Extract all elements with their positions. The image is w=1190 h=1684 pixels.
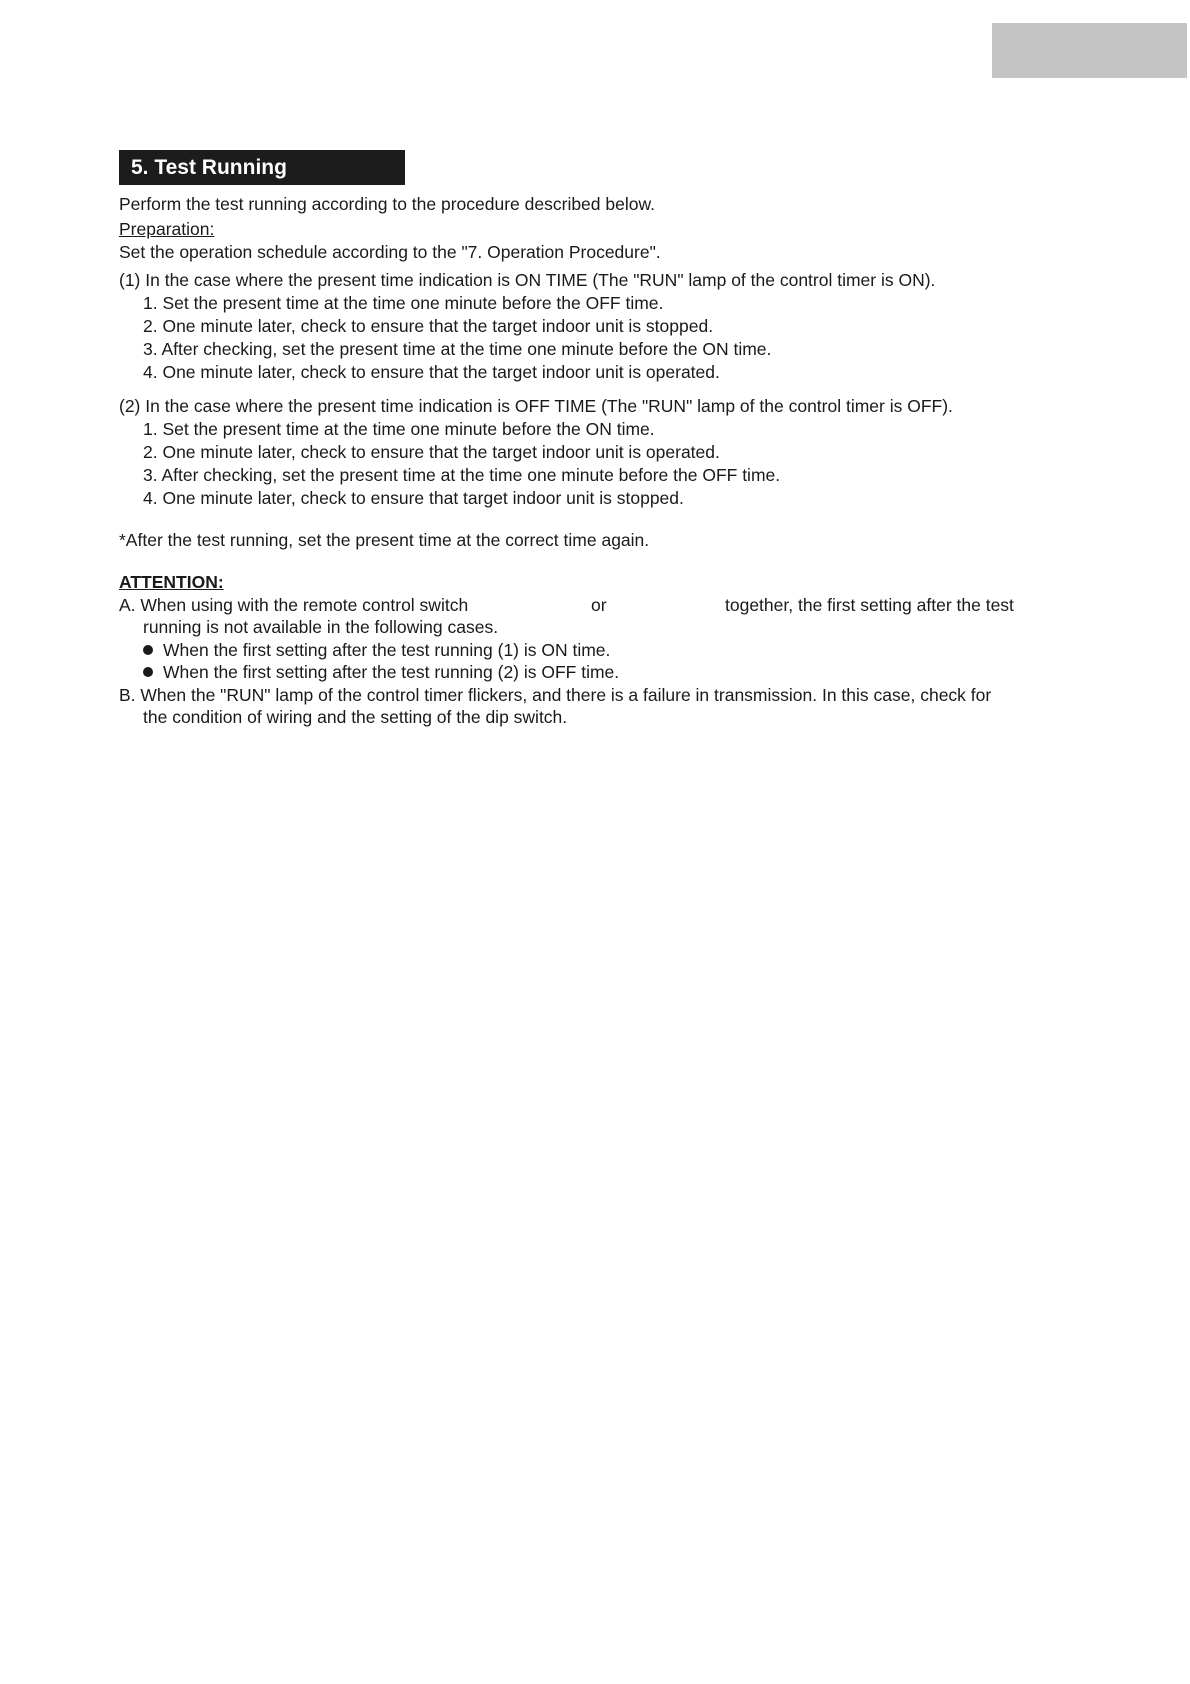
attention-bullet-2: When the first setting after the test running (2) is OFF time. (143, 662, 619, 683)
attention-a-line2: running is not available in the following cases. (143, 617, 499, 637)
attention-label: ATTENTION: (119, 572, 224, 592)
case2-step-2: 2. One minute later, check to ensure that the target indoor unit is operated. (143, 442, 720, 462)
case1-step-1: 1. Set the present time at the time one minute before the OFF time. (143, 293, 664, 313)
bullet-icon (143, 667, 153, 677)
case1-step-3: 3. After checking, set the present time at the time one minute before the ON time. (143, 339, 772, 359)
case1-step-4: 4. One minute later, check to ensure that the target indoor unit is operated. (143, 362, 720, 382)
case1-step-2: 2. One minute later, check to ensure that the target indoor unit is stopped. (143, 316, 714, 336)
attention-b-line1: B. When the "RUN" lamp of the control timer flickers, and there is a failure in transmission. In this case, check for (119, 685, 992, 705)
section-title: 5. Test Running (119, 150, 405, 185)
case2-step-3: 3. After checking, set the present time at the time one minute before the OFF time. (143, 465, 781, 485)
page-corner-tab (992, 23, 1187, 78)
bullet-icon (143, 645, 153, 655)
preparation-label: Preparation: (119, 219, 215, 239)
document-body (119, 150, 1079, 727)
attention-a-part2: together, the first setting after the test (725, 595, 1014, 615)
case1-heading: (1) In the case where the present time indication is ON TIME (The "RUN" lamp of the control timer is ON). (119, 270, 936, 290)
intro-text: Perform the test running according to the procedure described below. (119, 194, 656, 214)
preparation-text: Set the operation schedule according to the "7. Operation Procedure". (119, 242, 661, 262)
case2-heading: (2) In the case where the present time indication is OFF TIME (The "RUN" lamp of the control timer is OFF). (119, 396, 953, 416)
attention-a-part1: A. When using with the remote control switch (119, 595, 469, 615)
case2-step-4: 4. One minute later, check to ensure that target indoor unit is stopped. (143, 488, 684, 508)
attention-a-or: or (591, 595, 607, 615)
attention-b-line2: the condition of wiring and the setting of the dip switch. (143, 707, 568, 727)
after-test-note: *After the test running, set the present time at the correct time again. (119, 530, 650, 550)
case2-step-1: 1. Set the present time at the time one minute before the ON time. (143, 419, 655, 439)
attention-bullet-1: When the first setting after the test running (1) is ON time. (143, 640, 610, 661)
